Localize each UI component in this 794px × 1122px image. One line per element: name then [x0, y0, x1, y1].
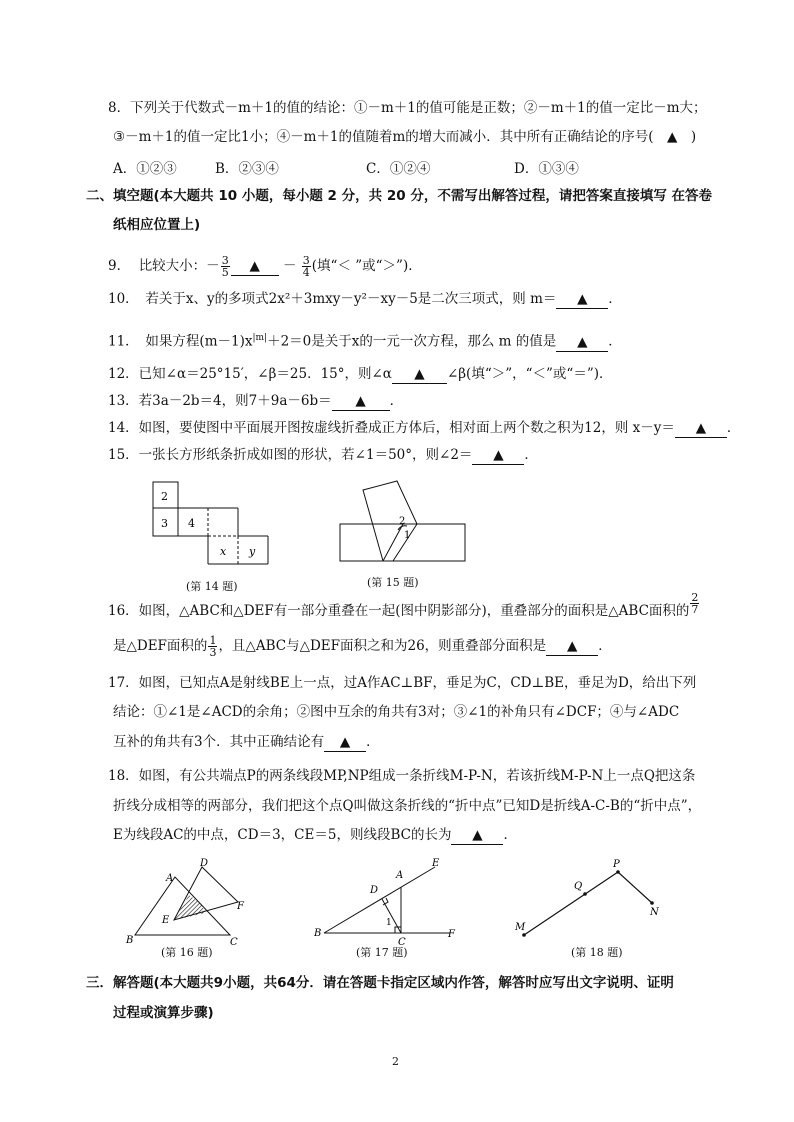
- fig14-caption: (第 14 题): [186, 580, 238, 593]
- q14-answer-blank: ▲: [675, 419, 727, 438]
- q18-line1: 18．如图，有公共端点P的两条线段MP,NP组成一条折线M-P-N，若该折线M-P-N上一点Q把这条: [108, 768, 696, 784]
- q10: 10． 若关于x、y的多项式2x²＋3mxy－y²－xy－5是二次三项式，则 m＝ ▲ ．: [108, 291, 622, 307]
- q14-text: 14．如图，要使图中平面展开图按虚线折叠成正方体后，相对面上两个数之积为12，则 x－y＝: [108, 420, 675, 436]
- q8-option-d: D．①③④: [514, 161, 579, 177]
- q16-fraction-2-7: $\frac{2}{7}$: [691, 591, 699, 616]
- q16-answer-blank: ▲: [546, 637, 598, 656]
- figure-15-folded-strip: [335, 478, 475, 573]
- fig18-label-M: M: [515, 922, 526, 933]
- q9-num: 9．: [108, 258, 131, 274]
- q8-line2: ③－m＋1的值一定比1小；④－m＋1的值随着m的增大而减小．其中所有正确结论的序号( ▲ ): [113, 129, 697, 145]
- q16-line2-pre: 是△DEF面积的: [113, 638, 208, 654]
- q8-option-b: B．②③④: [215, 161, 279, 177]
- fig16-caption: (第 16 题): [161, 946, 213, 959]
- fig14-cell-4: 4: [188, 517, 195, 530]
- fig17-label-B: B: [314, 928, 322, 939]
- q9-pre: 比较大小：－: [138, 258, 220, 274]
- q17-line3-text: 互补的角共有3个．其中正确结论有: [113, 734, 325, 750]
- q18-line2: 折线分成相等的两部分，我们把这个点Q叫做这条折线的“折中点”已知D是折线A-C-B的“折中点”，: [113, 798, 702, 814]
- page-number: 2: [392, 1055, 399, 1068]
- fig16-label-F: F: [237, 901, 244, 912]
- q16-line1-text: 16．如图，△ABC和△DEF有一部分重叠在一起(图中阴影部分)，重叠部分的面积是△ABC面积的: [108, 603, 690, 619]
- q12-post: ∠β(填“＞”，“＜”或“＝”)．: [446, 366, 613, 382]
- q13-answer-blank: ▲: [332, 392, 390, 411]
- q9-mid: －: [282, 258, 297, 274]
- q12-pre: 12．已知∠α＝25°15′，∠β＝25．15°，则∠α: [108, 366, 392, 382]
- q14: 14．如图，要使图中平面展开图按虚线折叠成正方体后，相对面上两个数之积为12，则 x－y＝ ▲ ．: [108, 420, 741, 436]
- q11-exponent: |m|: [252, 333, 268, 343]
- q16-line2: 是△DEF面积的 $\frac{1}{3}$ ，且△ABC与△DEF面积之和为26，则重叠部分面积是 ▲ ．: [113, 634, 612, 659]
- q10-text: 10． 若关于x、y的多项式2x²＋3mxy－y²－xy－5是二次三项式，则 m＝: [108, 291, 557, 307]
- q8-option-a: A．①②③: [113, 161, 177, 177]
- q18-line3-text: E为线段AC的中点，CD＝3，CE＝5，则线段BC的长为: [113, 827, 452, 843]
- q18-answer-blank: ▲: [451, 826, 503, 845]
- fig15-caption: (第 15 题): [367, 576, 419, 589]
- fig16-label-D: D: [200, 858, 209, 869]
- fig18-label-Q: Q: [574, 881, 583, 892]
- q9-answer-blank: ▲: [231, 257, 279, 276]
- q17-line2: 结论：①∠1是∠ACD的余角；②图中互余的角共有3对；③∠1的补角只有∠DCF；④与∠ADC: [113, 704, 680, 720]
- q15: 15．一张长方形纸条折成如图的形状，若∠1＝50°，则∠2＝ ▲ ．: [108, 447, 538, 463]
- figure-17-ray-perpendiculars: [310, 855, 470, 950]
- fig17-caption: (第 17 题): [356, 946, 408, 959]
- q11-post: ＋2＝0是关于x的一元一次方程，那么 m 的值是: [267, 333, 557, 350]
- q10-answer-blank: ▲: [556, 290, 608, 309]
- fig14-cell-3: 3: [161, 517, 168, 530]
- q15-text: 15．一张长方形纸条折成如图的形状，若∠1＝50°，则∠2＝: [108, 447, 473, 463]
- fig15-angle-2: 2: [399, 516, 406, 527]
- q8-line1: 8．下列关于代数式－m＋1的值的结论：①－m＋1的值可能是正数；②－m＋1的值一定比－m大；: [108, 100, 707, 116]
- fig17-label-C: C: [398, 937, 406, 948]
- q11: 11． 如果方程$(m-1)x^{|m|}+2=0$是关于x的一元一次方程，那么 m 的值是 ▲ ．: [108, 333, 622, 350]
- fig18-label-N: N: [650, 907, 659, 918]
- q11-pre: 11． 如果方程(m－1)x: [108, 333, 253, 350]
- fig16-label-B: B: [126, 935, 134, 946]
- q8-option-c: C．①②④: [366, 161, 431, 177]
- fig16-label-E: E: [162, 915, 170, 926]
- section3-heading-line1: 三．解答题(本大题共9小题，共64分．请在答题卡指定区域内作答，解答时应写出文字说明、证明: [86, 975, 674, 991]
- fig17-label-F: F: [448, 929, 455, 940]
- q9-fraction-1: $\frac{3}{5}$: [221, 254, 229, 279]
- q12-answer-blank: ▲: [392, 365, 447, 384]
- q12: [108, 365, 613, 384]
- fig18-label-P: P: [613, 859, 620, 870]
- q17-line1: 17．如图，已知点A是射线BE上一点，过A作AC⊥BF，垂足为C，CD⊥BE，垂足为D，给出下列: [108, 675, 697, 691]
- section2-heading-line1: 二、填空题(本大题共 10 小题，每小题 2 分，共 20 分，不需写出解答过程，请把答案直接填写 在答卷: [86, 188, 713, 204]
- q9-fraction-2: $\frac{3}{4}$: [302, 254, 310, 279]
- fig17-label-1: 1: [386, 918, 392, 928]
- fig14-cell-y: y: [249, 545, 256, 558]
- fig17-label-D: D: [370, 885, 379, 896]
- q13: 13．若3a－2b＝4，则7＋9a－6b＝ ▲ ．: [108, 393, 404, 409]
- q16-line1: [108, 591, 700, 623]
- fig15-angle-1: 1: [404, 530, 411, 541]
- q15-answer-blank: ▲: [472, 446, 524, 465]
- section3-heading-line2: 过程或演算步骤): [113, 1005, 214, 1021]
- figure-16-triangles: [120, 855, 260, 950]
- fig17-label-A: A: [396, 870, 404, 881]
- q17-line3: 互补的角共有3个．其中正确结论有 ▲ ．: [113, 734, 380, 750]
- fig14-cell-x: x: [220, 545, 227, 558]
- q9: [108, 255, 422, 278]
- fig14-cell-2: 2: [161, 490, 168, 503]
- q11-answer-blank: ▲: [556, 333, 608, 352]
- figure-14-cube-net: [150, 480, 290, 570]
- fig16-label-C: C: [230, 937, 238, 948]
- q13-text: 13．若3a－2b＝4，则7＋9a－6b＝: [108, 393, 332, 409]
- q18-line3: E为线段AC的中点，CD＝3，CE＝5，则线段BC的长为 ▲ ．: [113, 827, 517, 843]
- q16-fraction-1-3: $\frac{1}{3}$: [209, 634, 217, 659]
- figure-18-broken-line: [510, 855, 670, 945]
- q16-line2-post: ，且△ABC与△DEF面积之和为26，则重叠部分面积是: [218, 638, 547, 654]
- q17-answer-blank: ▲: [324, 733, 366, 752]
- fig16-label-A: A: [166, 873, 174, 884]
- fig17-label-E: E: [432, 858, 440, 869]
- section2-heading-line2: 纸相应位置上): [113, 217, 201, 233]
- q9-post: (填“＜ ”或“＞”)．: [311, 258, 422, 274]
- fig18-caption: (第 18 题): [571, 946, 623, 959]
